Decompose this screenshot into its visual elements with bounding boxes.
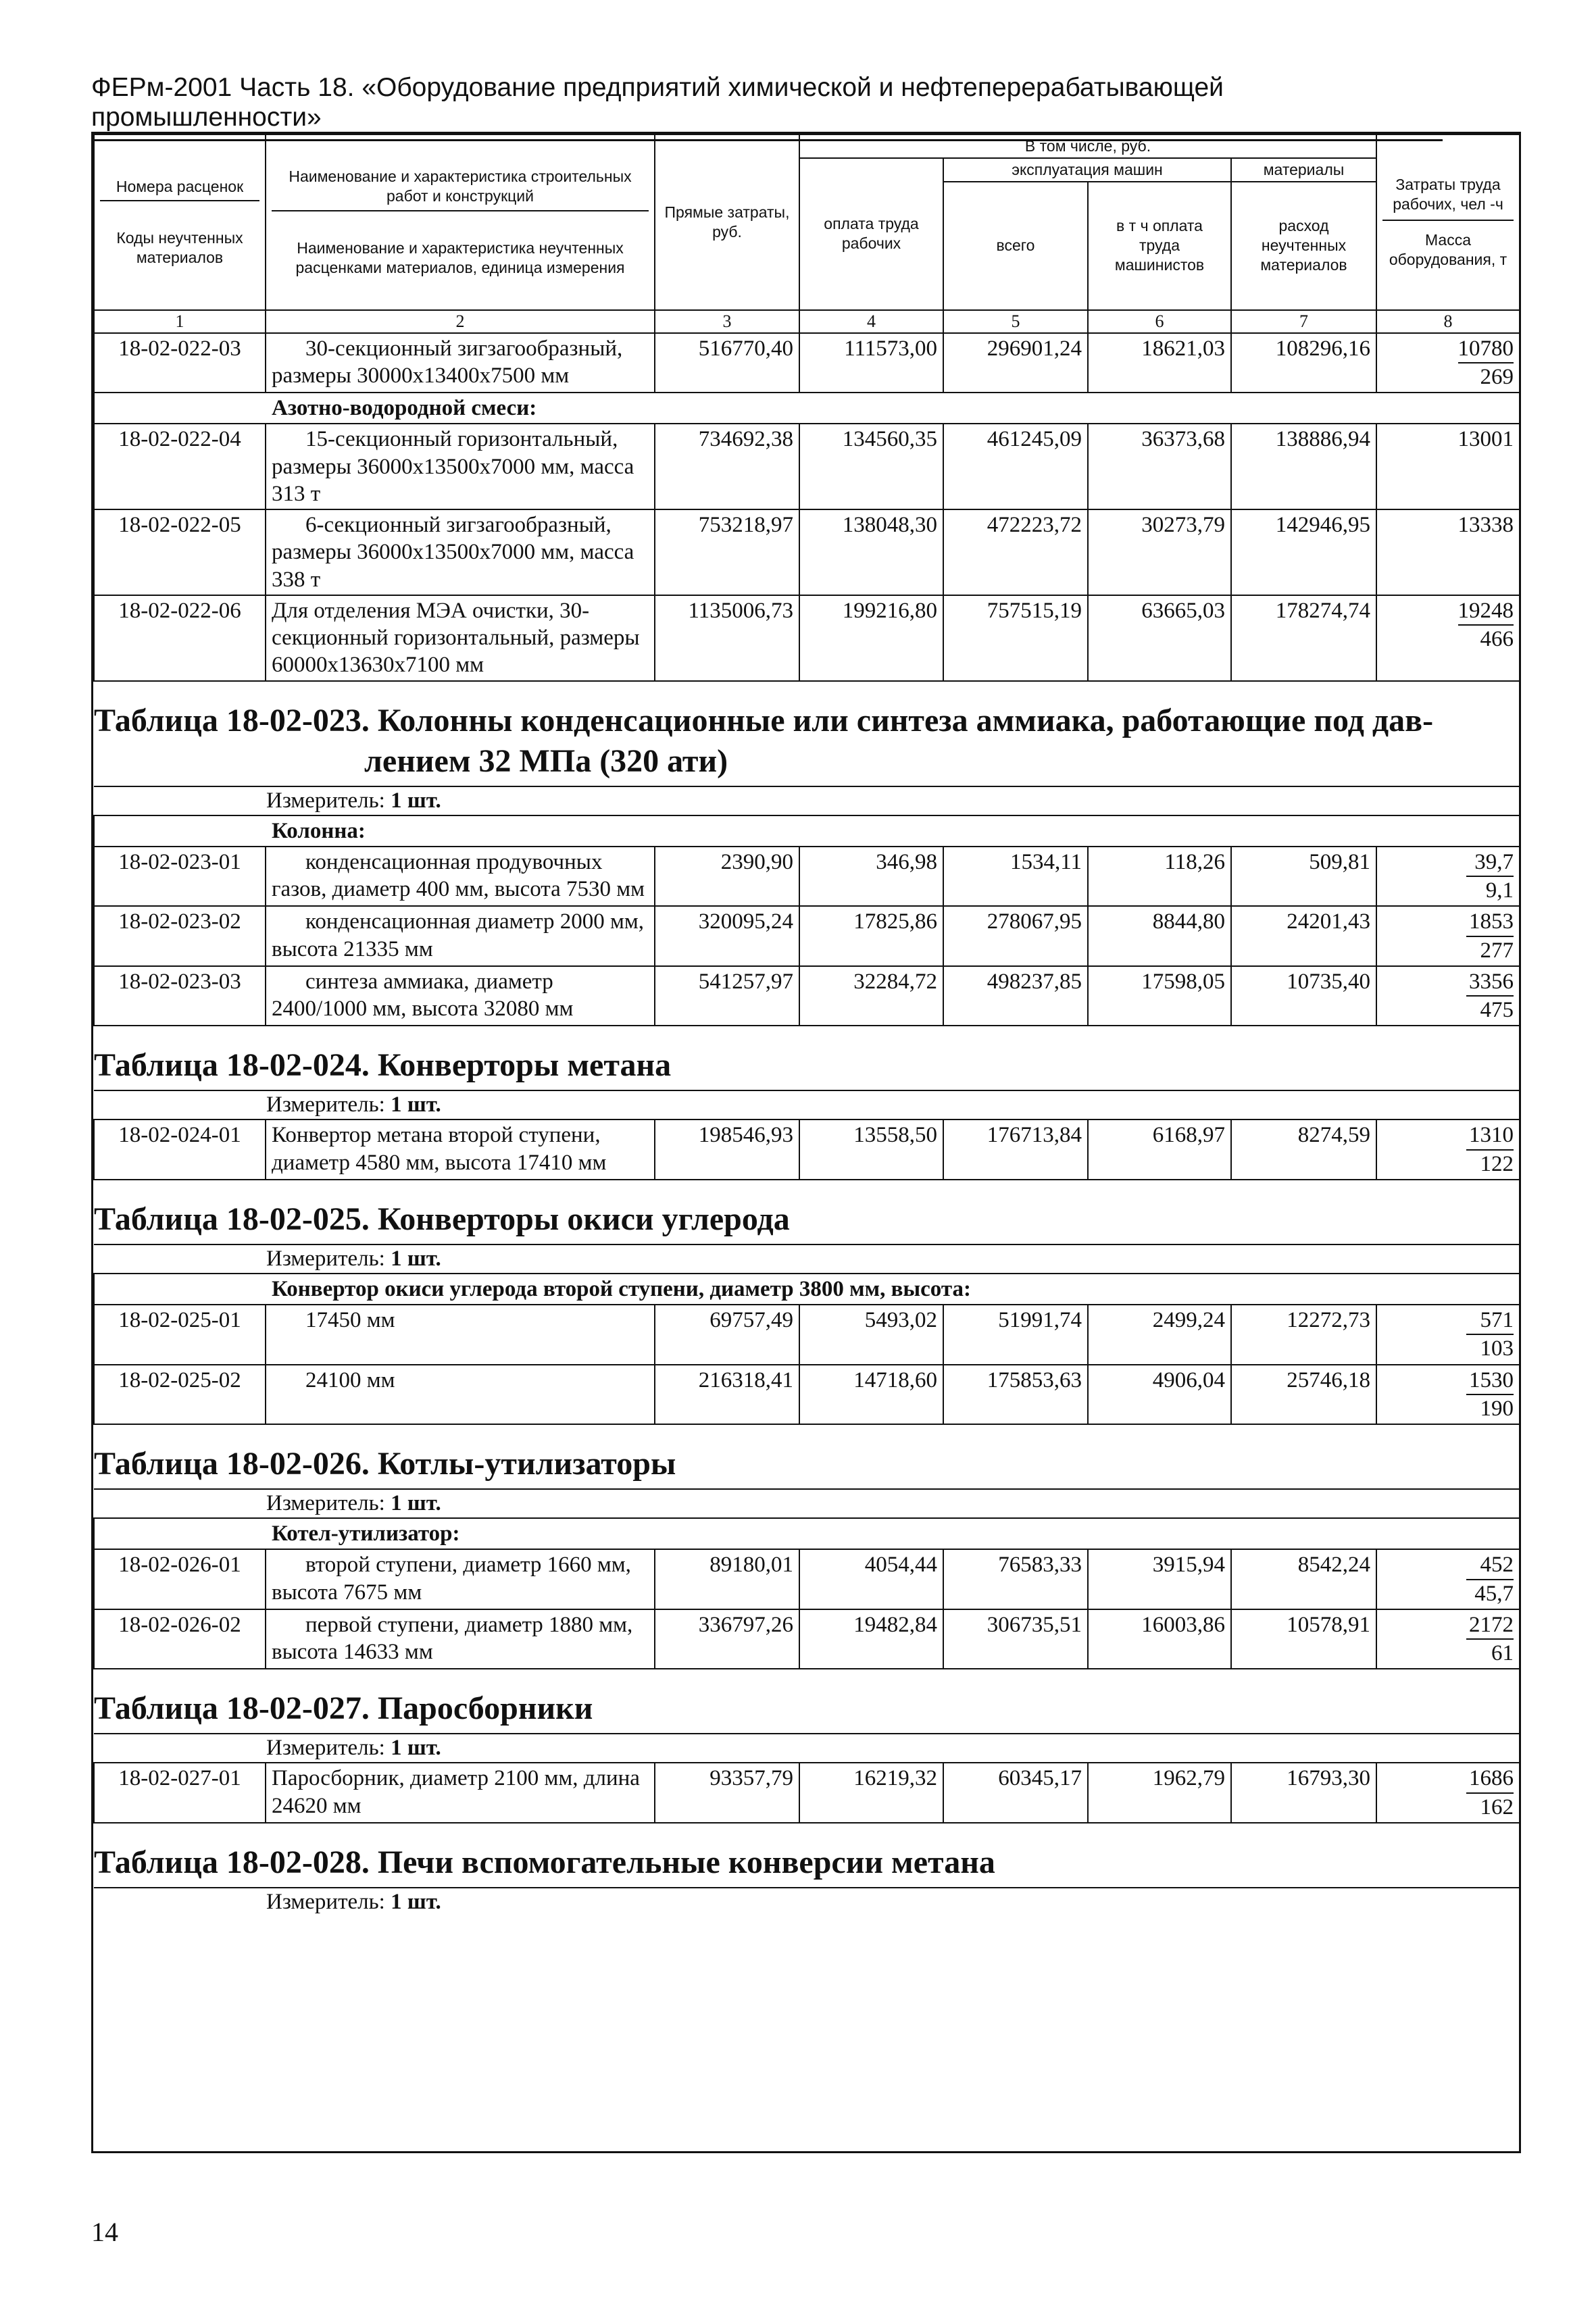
col-direct-header: Прямые затраты, руб.	[655, 134, 799, 310]
rates-sheet	[91, 132, 1521, 2153]
col-codes-header: Номера расценок Коды неучтенных материалов	[94, 134, 266, 310]
table-title-row	[94, 1424, 1520, 1489]
measure-row: Измеритель: 1 шт.	[266, 1736, 441, 1761]
col-name-header: Наименование и характеристика строительных работ и конструкций Наименование и характеристика неучтенных расценками материалов, единица измерения	[266, 134, 655, 310]
col-mach-labor-header: в т ч оплата труда машинистов	[1088, 182, 1231, 310]
table-title: Таблица 18-02-027. Паросборники	[94, 1669, 1520, 1734]
table-row: 18-02-023-03 синтеза аммиака, диаметр 2400/1000 мм, высота 32080 мм 541257,97 32284,72 498237,85 17598,05 10735,40 3356 475	[94, 966, 1520, 1026]
table-row: 18-02-022-03 30-секционный зигзагообразный, размеры 30000х13400х7500 мм 516770,40 111573,00 296901,24 18621,03 108296,16 10780 269	[94, 333, 1520, 393]
table-title-row: Таблица 18-02-023. Колонны конденсационные или синтеза аммиака, работающие под дав- лением 32 МПа (320 ати)	[94, 681, 1520, 786]
table-row: 18-02-022-05 6-секционный зигзагообразный, размеры 36000х13500х7000 мм, масса 338 т 753218,97 138048,30 472223,72 30273,79 142946,95 13338	[94, 509, 1520, 595]
table-title: Таблица 18-02-025. Конверторы окиси углерода	[94, 1180, 1520, 1244]
table-row: 18-02-026-02 первой ступени, диаметр 1880 мм, высота 14633 мм 336797,26 19482,84 306735,51 16003,86 10578,91 2172 61	[94, 1609, 1520, 1669]
col-materials-header: материалы	[1231, 158, 1376, 182]
table-title-row	[94, 1180, 1520, 1244]
measure-row: Измеритель: 1 шт.	[266, 1246, 441, 1271]
section-row: Конвертор окиси углерода второй ступени, диаметр 3800 мм, высота:	[94, 1274, 1520, 1305]
table-title: Таблица 18-02-023. Колонны конденсационные или синтеза аммиака, работающие под дав-	[94, 702, 1434, 738]
table-row: 18-02-022-04 15-секционный горизонтальный, размеры 36000х13500х7000 мм, масса 313 т 734692,38 134560,35 461245,09 36373,68 138886,94 13001	[94, 424, 1520, 509]
table-row: 18-02-027-01 Паросборник, диаметр 2100 мм, длина 24620 мм 93357,79 16219,32 60345,17 1962,79 16793,30 1686 162	[94, 1763, 1520, 1823]
section-row: Колонна:	[94, 815, 1520, 847]
column-header-row	[94, 134, 1520, 158]
table-title: Таблица 18-02-028. Печи вспомогательные конверсии метана	[94, 1823, 1520, 1888]
table-row: 18-02-022-06 Для отделения МЭА очистки, 30-секционный горизонтальный, размеры 60000х13630х7100 мм 1135006,73 199216,80 757515,19 63665,03 178274,74 19248 466	[94, 595, 1520, 681]
page-number: 14	[91, 2217, 118, 2247]
table-row: 18-02-024-01 Конвертор метана второй ступени, диаметр 4580 мм, высота 17410 мм 198546,93 13558,50 176713,84 6168,97 8274,59 1310 122	[94, 1120, 1520, 1180]
table-row: 18-02-025-02 24100 мм 216318,41 14718,60 175853,63 4906,04 25746,18 1530 190	[94, 1365, 1520, 1425]
col-incl-header: В том числе, руб.	[799, 134, 1376, 158]
section-row: Котел-утилизатор:	[94, 1518, 1520, 1549]
measure-row: Измеритель: 1 шт.	[266, 1092, 441, 1117]
table-row: 18-02-023-01 конденсационная продувочных газов, диаметр 400 мм, высота 7530 мм 2390,90 346,98 1534,11 118,26 509,81 39,7 9,1	[94, 847, 1520, 907]
column-number-row: 1 2 3 4 5 6 7 8	[94, 310, 1520, 333]
measure-row: Измеритель: 1 шт.	[266, 1491, 441, 1515]
table-title-row	[94, 1669, 1520, 1734]
col-mat-usage-header: расход неучтенных материалов	[1231, 182, 1376, 310]
measure-row: Измеритель: 1 шт.	[266, 1889, 441, 1914]
col-mach-total-header: всего	[943, 182, 1088, 310]
col-machines-header: эксплуатация машин	[943, 158, 1231, 182]
table-title-row	[94, 1823, 1520, 1888]
measure-row: Измеритель: 1 шт.	[266, 788, 441, 813]
table-row: 18-02-023-02 конденсационная диаметр 2000 мм, высота 21335 мм 320095,24 17825,86 278067,95 8844,80 24201,43 1853 277	[94, 906, 1520, 966]
table-title: Таблица 18-02-024. Конверторы метана	[94, 1026, 1520, 1090]
col-labor-pay-header: оплата труда рабочих	[799, 158, 943, 310]
table-row: 18-02-026-01 второй ступени, диаметр 1660 мм, высота 7675 мм 89180,01 4054,44 76583,33 3915,94 8542,24 452 45,7	[94, 1549, 1520, 1609]
section-row: Азотно-водородной смеси:	[94, 393, 1520, 424]
rates-table	[93, 134, 1520, 1916]
table-title-row	[94, 1026, 1520, 1090]
table-title: Таблица 18-02-026. Котлы-утилизаторы	[94, 1424, 1520, 1489]
col-labor-mass-header: Затраты труда рабочих, чел -ч Масса оборудования, т	[1376, 134, 1520, 310]
page-header: ФЕРм-2001 Часть 18. «Оборудование предприятий химической и нефтеперерабатывающей промышленности»	[91, 73, 1443, 141]
table-row: 18-02-025-01 17450 мм 69757,49 5493,02 51991,74 2499,24 12272,73 571 103	[94, 1305, 1520, 1365]
